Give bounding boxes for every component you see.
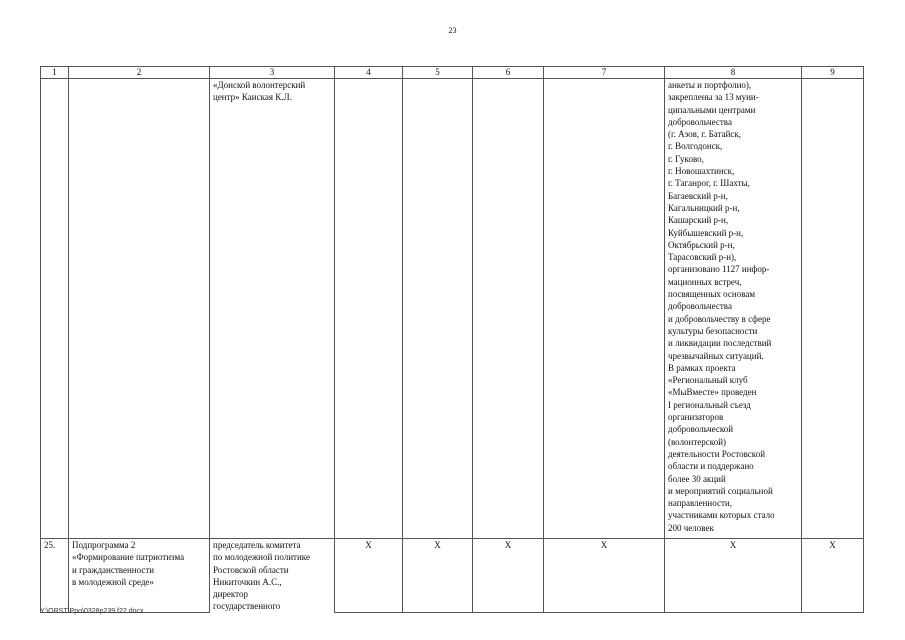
text-line: Ростовской области (213, 564, 289, 575)
text-line: мационных встреч, (668, 276, 742, 287)
responsible-executor (210, 539, 335, 613)
text-line: В рамках проекта (668, 362, 736, 373)
text-line: закреплены за 13 муни- (668, 92, 759, 103)
text-line: Тарасовский р-н), (668, 252, 737, 263)
text-line: Куйбышевский р-н, (668, 227, 744, 238)
text-line: Никиточкин А.С., (213, 576, 282, 587)
text-line: 200 человек (668, 522, 714, 533)
page-number: 23 (448, 26, 457, 35)
header-row (41, 67, 864, 79)
header-cell: 5 (403, 67, 473, 79)
mark-cell: X (473, 539, 544, 613)
header-cell: 2 (69, 67, 210, 79)
header-cell: 9 (802, 67, 864, 79)
text-line: по молодежной политике (213, 552, 310, 563)
header-cell: 6 (473, 67, 544, 79)
row-number: 25. (41, 539, 69, 613)
cell-col7 (544, 79, 665, 539)
text-line: Октябрьский р-н, (668, 239, 735, 250)
text-line: посвященных основам (668, 289, 756, 300)
cell-col9 (802, 79, 864, 539)
header-cell: 1 (41, 67, 69, 79)
text-line: культуры безопасности (668, 325, 758, 336)
cell-col5 (403, 79, 473, 539)
text-line: и гражданственности (72, 564, 155, 575)
header-cell: 7 (544, 67, 665, 79)
text-line: области и поддержано (668, 461, 754, 472)
cell-result (665, 79, 802, 539)
text-line: более 30 акций (668, 473, 726, 484)
text-line: добровольчества (668, 301, 732, 312)
text-line: председатель комитета (213, 540, 301, 550)
text-line: деятельности Ростовской (668, 448, 766, 459)
text-line: г. Волгодонск, (668, 141, 723, 152)
cell-name (69, 79, 210, 539)
text-line: г. Новошахтинск, (668, 166, 735, 177)
cell-col6 (473, 79, 544, 539)
text-line: Багаевский р-н, (668, 190, 728, 201)
header-cell: 8 (665, 67, 802, 79)
text-line: Кагальницкий р-н, (668, 202, 740, 213)
text-line: и добровольчеству в сфере (668, 313, 771, 324)
cell-num (41, 79, 69, 539)
text-line: анкеты и портфолио), (668, 80, 752, 90)
report-table (40, 66, 864, 613)
text-line: и мероприятий социальной (668, 485, 773, 496)
text-line: чрезвычайных ситуаций. (668, 350, 764, 361)
text-line: (волонтерской) (668, 436, 727, 447)
cell-responsible (210, 79, 335, 539)
mark-cell: X (544, 539, 665, 613)
text-line: г. Гуково, (668, 153, 704, 164)
text-line: организовано 1127 инфор- (668, 264, 770, 275)
text-line: центр» Каиская К.Л. (213, 92, 292, 103)
text-line: «Донской волонтерский (213, 80, 306, 90)
header-cell: 3 (210, 67, 335, 79)
text-line: г. Таганрог, г. Шахты, (668, 178, 750, 189)
text-line: Кашарский р-н, (668, 215, 729, 226)
table-row (41, 539, 864, 613)
table-row (41, 79, 864, 539)
text-line: и ликвидации последствий (668, 338, 772, 349)
text-line: направленности, (668, 498, 732, 509)
text-line: Подпрограмма 2 (72, 540, 136, 550)
text-line: ципальными центрами (668, 104, 756, 115)
cell-col4 (335, 79, 403, 539)
mark-cell: X (802, 539, 864, 613)
text-line: I региональный съезд (668, 399, 751, 410)
text-line: директор (213, 589, 248, 600)
mark-cell: X (665, 539, 802, 613)
subprogram-name (69, 539, 210, 613)
mark-cell: X (335, 539, 403, 613)
text-line: в молодежной среде» (72, 576, 154, 587)
text-line: «Формирование патриотизма (72, 552, 185, 563)
text-line: «Региональный клуб (668, 375, 748, 386)
header-cell: 4 (335, 67, 403, 79)
text-line: «МыВместе» проведен (668, 387, 757, 398)
file-path-footer: Y:\ORST\Ppo\0328p239.f22.docx (40, 608, 144, 615)
mark-cell: X (403, 539, 473, 613)
text-line: государственного (213, 601, 281, 612)
text-line: организаторов (668, 412, 724, 423)
text-line: добровольческой (668, 424, 734, 435)
text-line: добровольчества (668, 116, 732, 127)
text-line: участниками которых стало (668, 510, 775, 521)
text-line: (г. Азов, г. Батайск, (668, 129, 742, 140)
